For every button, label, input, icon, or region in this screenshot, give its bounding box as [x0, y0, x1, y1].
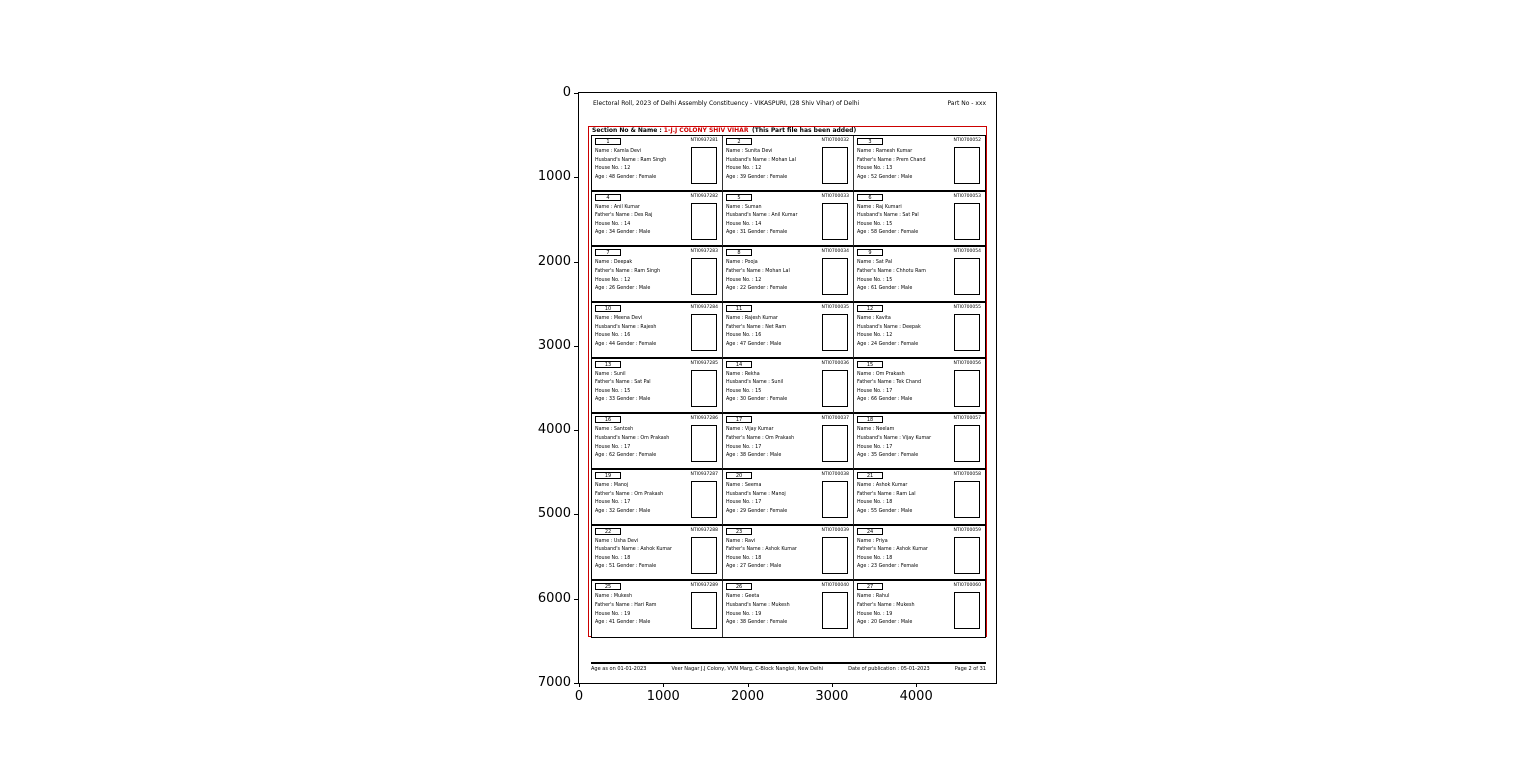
- voter-detail-line: Name : Seema: [726, 483, 762, 488]
- voter-detail-line: Age : 26 Gender : Male: [595, 286, 651, 292]
- epic-number: NTI0937281: [690, 138, 718, 143]
- voter-detail-line: Name : Sat Pal: [857, 260, 893, 266]
- footer-age-note: Age as on 01-01-2023: [591, 666, 647, 672]
- voter-detail-line: House No. : 17: [857, 388, 893, 394]
- serial-number-box: 14: [726, 361, 752, 368]
- document-header-title: Electoral Roll, 2023 of Delhi Assembly Constituency - VIKASPURI, (28 Shiv Vihar) of Delhi: [593, 100, 860, 107]
- section-note: (This Part file has been added): [752, 127, 857, 134]
- voter-details: [857, 371, 949, 405]
- voter-detail-line: Father's Name : Mohan Lal: [726, 268, 790, 274]
- photo-box: [822, 370, 848, 407]
- document-header: [593, 100, 986, 107]
- voter-detail-line: Father's Name : Ram Singh: [595, 268, 661, 274]
- voter-detail-line: Name : Ravi: [726, 538, 756, 544]
- voter-detail-line: House No. : 13: [857, 166, 893, 172]
- voter-details: [595, 315, 686, 349]
- epic-number: NTI0937286: [690, 416, 718, 422]
- voter-detail-line: Age : 48 Gender : Female: [595, 174, 657, 180]
- y-tick-mark: [574, 599, 578, 600]
- voter-card-grid: [591, 135, 986, 638]
- voter-details: [857, 538, 949, 572]
- serial-number-box: 3: [857, 138, 883, 145]
- voter-detail-line: Father's Name : Tek Chand: [857, 380, 922, 386]
- voter-detail-line: Age : 51 Gender : Female: [595, 564, 657, 570]
- y-tick-mark: [574, 683, 578, 684]
- voter-card: [854, 470, 985, 526]
- section-label: Section No & Name :: [592, 127, 662, 134]
- plot-axes: [537, 85, 997, 704]
- photo-box: [691, 537, 717, 574]
- epic-number: NTI0700039: [821, 527, 849, 533]
- voter-card: [592, 192, 723, 248]
- photo-box: [954, 147, 980, 184]
- serial-number-box: 11: [726, 305, 752, 312]
- voter-detail-line: Age : 58 Gender : Female: [857, 230, 919, 236]
- voter-card: [592, 136, 723, 192]
- voter-card: [854, 581, 985, 637]
- voter-detail-line: Father's Name : Sat Pal: [595, 380, 651, 386]
- voter-card: [592, 581, 723, 637]
- photo-box: [691, 481, 717, 518]
- voter-detail-line: Name : Sunita Devi: [726, 149, 773, 154]
- voter-details: [726, 204, 817, 238]
- voter-detail-line: House No. : 17: [857, 444, 893, 450]
- voter-card: [592, 470, 723, 526]
- voter-detail-line: Name : Suman: [726, 204, 762, 210]
- photo-box: [691, 147, 717, 184]
- voter-detail-line: House No. : 16: [726, 333, 762, 339]
- voter-details: [726, 371, 817, 405]
- voter-detail-line: Age : 22 Gender : Female: [726, 286, 788, 292]
- epic-number: NTI0700057: [953, 416, 981, 422]
- epic-number: NTI0700059: [953, 527, 981, 533]
- photo-box: [954, 425, 980, 462]
- y-tick-label: 1000: [537, 169, 571, 185]
- voter-detail-line: House No. : 19: [726, 611, 762, 617]
- voter-detail-line: Husband's Name : Anil Kumar: [726, 213, 798, 219]
- voter-detail-line: House No. : 16: [595, 333, 631, 339]
- photo-box: [822, 203, 848, 240]
- serial-number-box: 21: [857, 472, 883, 479]
- voter-detail-line: House No. : 18: [726, 555, 762, 561]
- epic-number: NTI0700060: [953, 583, 981, 589]
- y-tick-mark: [574, 177, 578, 178]
- photo-box: [822, 592, 848, 629]
- serial-number-box: 17: [726, 416, 752, 423]
- voter-detail-line: Name : Ashok Kumar: [857, 483, 908, 488]
- epic-number: NTI0700036: [821, 360, 849, 366]
- epic-number: NTI0700055: [953, 305, 981, 310]
- voter-details: [595, 426, 686, 460]
- voter-detail-line: Age : 32 Gender : Male: [595, 508, 651, 514]
- voter-detail-line: Husband's Name : Ashok Kumar: [595, 547, 672, 553]
- y-tick-mark: [574, 346, 578, 347]
- voter-details: [726, 259, 817, 293]
- voter-detail-line: Father's Name : Om Prakash: [595, 491, 664, 497]
- voter-detail-line: Husband's Name : Sunil: [726, 380, 784, 386]
- voter-detail-line: Name : Usha Devi: [595, 538, 639, 544]
- voter-card: [854, 359, 985, 415]
- voter-card: [592, 303, 723, 359]
- voter-card: [854, 192, 985, 248]
- voter-detail-line: Age : 52 Gender : Male: [857, 174, 913, 180]
- y-tick-label: 0: [562, 85, 571, 100]
- voter-details: [595, 148, 686, 182]
- voter-detail-line: Name : Manoj: [595, 483, 629, 488]
- epic-number: NTI0700032: [821, 138, 849, 143]
- voter-details: [595, 538, 686, 572]
- epic-number: NTI0700035: [821, 305, 849, 310]
- voter-detail-line: House No. : 17: [726, 444, 762, 450]
- voter-card: [592, 414, 723, 470]
- voter-details: [726, 593, 817, 627]
- serial-number-box: 26: [726, 583, 752, 590]
- voter-detail-line: Name : Rajesh Kumar: [726, 316, 778, 321]
- photo-box: [691, 425, 717, 462]
- serial-number-box: 2: [726, 138, 752, 145]
- voter-card: [592, 247, 723, 303]
- voter-detail-line: Age : 41 Gender : Male: [595, 620, 651, 626]
- voter-details: [595, 204, 686, 238]
- voter-card: [854, 526, 985, 582]
- voter-card: [854, 247, 985, 303]
- voter-detail-line: Name : Sunil: [595, 371, 626, 377]
- voter-detail-line: House No. : 15: [595, 388, 631, 394]
- y-tick-label: 5000: [537, 506, 571, 522]
- photo-box: [822, 537, 848, 574]
- photo-box: [822, 425, 848, 462]
- epic-number: NTI0700053: [953, 193, 981, 199]
- voter-detail-line: Age : 39 Gender : Female: [726, 174, 788, 180]
- serial-number-box: 7: [595, 249, 621, 256]
- y-tick-mark: [574, 514, 578, 515]
- voter-detail-line: Age : 61 Gender : Male: [857, 286, 913, 292]
- document-part-number: Part No - xxx: [947, 100, 986, 107]
- serial-number-box: 25: [595, 583, 621, 590]
- voter-detail-line: Age : 33 Gender : Male: [595, 397, 651, 403]
- voter-detail-line: House No. : 19: [595, 611, 631, 617]
- voter-detail-line: Name : Deepak: [595, 260, 633, 266]
- photo-box: [954, 314, 980, 351]
- voter-detail-line: Name : Pooja: [726, 260, 758, 266]
- photo-box: [822, 258, 848, 295]
- voter-details: [726, 315, 817, 349]
- voter-detail-line: House No. : 17: [595, 500, 631, 506]
- photo-box: [822, 314, 848, 351]
- serial-number-box: 18: [857, 416, 883, 423]
- serial-number-box: 22: [595, 528, 621, 535]
- y-tick-mark: [574, 93, 578, 94]
- photo-box: [691, 203, 717, 240]
- voter-details: [595, 371, 686, 405]
- voter-detail-line: Age : 66 Gender : Male: [857, 397, 913, 403]
- voter-details: [857, 426, 949, 460]
- voter-detail-line: Age : 44 Gender : Female: [595, 341, 657, 347]
- voter-detail-line: Name : Neelam: [857, 427, 895, 433]
- serial-number-box: 5: [726, 194, 752, 201]
- serial-number-box: 20: [726, 472, 752, 479]
- voter-detail-line: Name : Vijay Kumar: [726, 427, 774, 433]
- x-tick-label: 2000: [731, 689, 765, 704]
- x-tick-mark: [579, 683, 580, 687]
- voter-details: [857, 204, 949, 238]
- voter-detail-line: Age : 31 Gender : Female: [726, 230, 788, 236]
- voter-detail-line: Name : Geeta: [726, 594, 760, 600]
- voter-details: [857, 315, 949, 349]
- voter-detail-line: House No. : 18: [595, 555, 631, 561]
- x-tick-mark: [916, 683, 917, 687]
- voter-detail-line: House No. : 17: [595, 444, 631, 450]
- voter-detail-line: House No. : 12: [726, 277, 762, 283]
- epic-number: NTI0700054: [953, 249, 981, 255]
- voter-card: [854, 303, 985, 359]
- voter-detail-line: Name : Rahul: [857, 594, 890, 600]
- voter-detail-line: Name : Kavita: [857, 316, 891, 321]
- epic-number: NTI0937282: [690, 193, 718, 199]
- epic-number: NTI0700040: [821, 583, 849, 589]
- voter-detail-line: House No. : 19: [857, 611, 893, 617]
- voter-detail-line: House No. : 12: [857, 333, 893, 339]
- voter-detail-line: House No. : 15: [726, 388, 762, 394]
- voter-detail-line: Husband's Name : Rajesh: [595, 324, 657, 330]
- voter-detail-line: Husband's Name : Mohan Lal: [726, 157, 796, 163]
- y-tick-label: 3000: [537, 337, 571, 353]
- x-tick-label: 1000: [646, 689, 680, 704]
- voter-detail-line: Age : 24 Gender : Female: [857, 341, 919, 347]
- voter-detail-line: Father's Name : Om Prakash: [726, 435, 795, 441]
- epic-number: NTI0700033: [821, 193, 849, 199]
- voter-detail-line: House No. : 18: [857, 500, 893, 506]
- voter-detail-line: Age : 29 Gender : Female: [726, 508, 788, 514]
- x-tick-label: 4000: [899, 689, 933, 704]
- voter-detail-line: Father's Name : Mukesh: [857, 602, 915, 608]
- voter-detail-line: Age : 35 Gender : Female: [857, 453, 919, 459]
- voter-detail-line: Husband's Name : Vijay Kumar: [857, 435, 932, 441]
- serial-number-box: 1: [595, 138, 621, 145]
- photo-box: [691, 314, 717, 351]
- voter-card: [723, 359, 854, 415]
- voter-detail-line: Father's Name : Prem Chand: [857, 157, 926, 163]
- voter-detail-line: House No. : 14: [595, 221, 631, 227]
- voter-details: [726, 426, 817, 460]
- voter-detail-line: House No. : 12: [595, 166, 631, 172]
- voter-details: [726, 482, 817, 516]
- x-tick-label: 3000: [815, 689, 849, 704]
- voter-details: [857, 148, 949, 182]
- photo-box: [954, 203, 980, 240]
- x-tick-mark: [832, 683, 833, 687]
- footer-divider: [591, 662, 986, 664]
- voter-detail-line: Name : Kamla Devi: [595, 149, 642, 154]
- voter-card: [854, 414, 985, 470]
- voter-detail-line: Name : Ramesh Kumar: [857, 149, 913, 154]
- photo-box: [954, 481, 980, 518]
- voter-card: [723, 581, 854, 637]
- serial-number-box: 13: [595, 361, 621, 368]
- voter-card: [723, 526, 854, 582]
- photo-box: [691, 370, 717, 407]
- voter-detail-line: Father's Name : Ashok Kumar: [857, 547, 928, 553]
- footer-address: Veer Nagar J.J Colony, VVN Marg, C-Block Nangloi, New Delhi: [671, 666, 824, 672]
- section-value: 1-J.J COLONY SHIV VIHAR: [663, 127, 749, 134]
- x-tick-mark: [663, 683, 664, 687]
- document-footer: [591, 666, 986, 672]
- voter-detail-line: Age : 23 Gender : Female: [857, 564, 919, 570]
- epic-number: NTI0937284: [690, 305, 718, 310]
- voter-card: [723, 192, 854, 248]
- photo-box: [822, 147, 848, 184]
- photo-box: [954, 370, 980, 407]
- voter-detail-line: Father's Name : Chhotu Ram: [857, 268, 926, 274]
- photo-box: [954, 537, 980, 574]
- voter-detail-line: Husband's Name : Ram Singh: [595, 157, 667, 163]
- voter-details: [595, 259, 686, 293]
- voter-detail-line: House No. : 12: [726, 166, 762, 172]
- voter-detail-line: Father's Name : Hari Ram: [595, 602, 657, 608]
- voter-detail-line: House No. : 12: [595, 277, 631, 283]
- epic-number: NTI0700058: [953, 472, 981, 477]
- serial-number-box: 6: [857, 194, 883, 201]
- y-tick-label: 7000: [537, 675, 571, 690]
- voter-detail-line: Husband's Name : Om Prakash: [595, 435, 670, 441]
- voter-detail-line: Age : 30 Gender : Female: [726, 397, 788, 403]
- voter-details: [857, 259, 949, 293]
- voter-details: [726, 538, 817, 572]
- voter-detail-line: Name : Priya: [857, 538, 888, 544]
- voter-detail-line: Age : 34 Gender : Male: [595, 230, 651, 236]
- voter-detail-line: House No. : 18: [857, 555, 893, 561]
- voter-detail-line: House No. : 15: [857, 221, 893, 227]
- voter-detail-line: House No. : 14: [726, 221, 762, 227]
- photo-box: [822, 481, 848, 518]
- serial-number-box: 9: [857, 249, 883, 256]
- footer-publication: Date of publication : 05-01-2023: [848, 666, 930, 672]
- y-tick-label: 2000: [537, 253, 571, 269]
- voter-card: [723, 136, 854, 192]
- voter-card: [592, 359, 723, 415]
- photo-box: [691, 258, 717, 295]
- voter-detail-line: Father's Name : Ram Lal: [857, 491, 916, 497]
- photo-box: [954, 592, 980, 629]
- y-tick-mark: [574, 262, 578, 263]
- voter-detail-line: Husband's Name : Manoj: [726, 491, 786, 497]
- voter-detail-line: Name : Om Prakash: [857, 371, 905, 377]
- voter-card: [854, 136, 985, 192]
- footer-page-number: Page 2 of 31: [954, 666, 986, 672]
- y-tick-label: 6000: [537, 590, 571, 606]
- epic-number: NTI0937283: [690, 249, 718, 255]
- voter-card: [723, 414, 854, 470]
- photo-box: [954, 258, 980, 295]
- voter-detail-line: Father's Name : Net Ram: [726, 324, 787, 330]
- serial-number-box: 4: [595, 194, 621, 201]
- voter-details: [726, 148, 817, 182]
- epic-number: NTI0937289: [690, 583, 718, 589]
- epic-number: NTI0937287: [690, 472, 718, 477]
- x-tick-mark: [748, 683, 749, 687]
- photo-box: [691, 592, 717, 629]
- epic-number: NTI0937288: [690, 527, 718, 533]
- voter-card: [723, 247, 854, 303]
- voter-detail-line: Husband's Name : Sat Pal: [857, 213, 919, 219]
- epic-number: NTI0700034: [821, 249, 849, 255]
- voter-detail-line: House No. : 15: [857, 277, 893, 283]
- voter-card: [723, 303, 854, 359]
- epic-number: NTI0700056: [953, 360, 981, 366]
- voter-detail-line: Father's Name : Ashok Kumar: [726, 547, 797, 553]
- voter-details: [595, 593, 686, 627]
- voter-details: [857, 593, 949, 627]
- serial-number-box: 27: [857, 583, 883, 590]
- serial-number-box: 23: [726, 528, 752, 535]
- epic-number: NTI0700052: [953, 138, 981, 143]
- voter-detail-line: House No. : 17: [726, 500, 762, 506]
- x-tick-label: 0: [574, 689, 584, 704]
- voter-detail-line: Name : Anil Kumar: [595, 204, 640, 210]
- voter-detail-line: Age : 27 Gender : Male: [726, 564, 782, 570]
- voter-detail-line: Age : 20 Gender : Male: [857, 620, 913, 626]
- serial-number-box: 24: [857, 528, 883, 535]
- epic-number: NTI0937285: [690, 360, 718, 366]
- voter-detail-line: Name : Meena Devi: [595, 316, 643, 321]
- epic-number: NTI0700037: [821, 416, 849, 422]
- voter-detail-line: Age : 38 Gender : Male: [726, 453, 782, 459]
- y-tick-label: 4000: [537, 422, 571, 438]
- y-tick-mark: [574, 430, 578, 431]
- voter-detail-line: Name : Santosh: [595, 427, 634, 433]
- serial-number-box: 12: [857, 305, 883, 312]
- voter-detail-line: Husband's Name : Mukesh: [726, 602, 790, 608]
- serial-number-box: 8: [726, 249, 752, 256]
- voter-detail-line: Husband's Name : Deepak: [857, 324, 921, 330]
- voter-card: [723, 470, 854, 526]
- voter-detail-line: Name : Raj Kumari: [857, 204, 902, 210]
- voter-detail-line: Name : Rekha: [726, 371, 760, 377]
- voter-detail-line: Name : Mukesh: [595, 594, 633, 600]
- serial-number-box: 16: [595, 416, 621, 423]
- serial-number-box: 19: [595, 472, 621, 479]
- epic-number: NTI0700038: [821, 472, 849, 477]
- serial-number-box: 10: [595, 305, 621, 312]
- voter-detail-line: Father's Name : Des Raj: [595, 213, 653, 219]
- voter-detail-line: Age : 55 Gender : Male: [857, 508, 913, 514]
- voter-details: [595, 482, 686, 516]
- voter-details: [857, 482, 949, 516]
- serial-number-box: 15: [857, 361, 883, 368]
- voter-detail-line: Age : 47 Gender : Male: [726, 341, 782, 347]
- voter-detail-line: Age : 38 Gender : Female: [726, 620, 788, 626]
- voter-detail-line: Age : 62 Gender : Female: [595, 453, 657, 459]
- voter-card: [592, 526, 723, 582]
